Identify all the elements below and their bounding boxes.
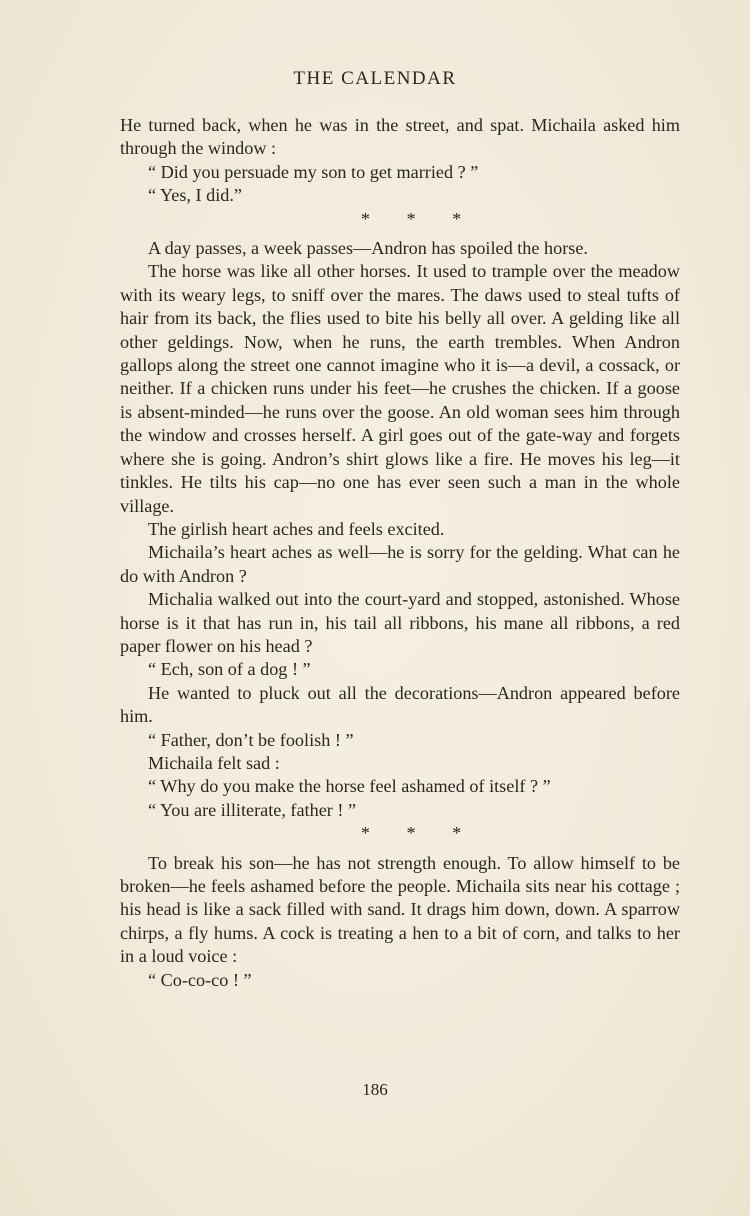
paragraph: A day passes, a week passes—Andron has spoiled the horse. [148, 238, 588, 259]
paragraph: “ You are illiterate, father ! ” [148, 799, 357, 820]
paragraph: The horse was like all other horses. It used to trample over the meadow with its weary legs, to sniff over the mares. The daws used to steal tufts of hair from its back, the flies used to bite his belly all over. A gelding like all other geldings. Now, when he runs, the earth trembles. When Andron gallops along the street one cannot imagine who it is—a devil, a cossack, or neither. If a chicken runs under his feet—he crushes the chicken. If a goose is absent-minded—he runs over the goose. An old woman sees him through the window and crosses herself. A girl goes out of the gate-way and forgets where she is going. Andron’s shirt glows like a fire. He moves his leg—it tinkles. He tilts his cap—no one has ever seen such a man in the whole village. [120, 261, 680, 516]
paragraph: “ Father, don’t be foolish ! ” [148, 729, 354, 750]
body-text [120, 114, 680, 992]
paragraph: Michalia walked out into the court-yard and stopped, astonished. Whose horse is it that has run in, his tail all ribbons, his mane all ribbons, a red paper flower on his head ? [120, 589, 680, 656]
section-break-stars: * * * [360, 208, 464, 229]
paragraph: To break his son—he has not strength enough. To allow himself to be broken—he feels ashamed before the people. Michaila sits near his cottage ; his head is like a sack filled with sand. It drags him down, down. A sparrow chirps, a fly hums. A cock is treating a hen to a bit of corn, and talks to her in a loud voice : [120, 852, 680, 967]
paragraph: “ Co-co-co ! ” [148, 969, 252, 990]
section-break-stars: * * * [360, 823, 464, 844]
paragraph: He turned back, when he was in the street, and spat. Michaila asked him through the window : [120, 115, 680, 159]
paragraph: Michaila’s heart aches as well—he is sorry for the gelding. What can he do with Andron ? [120, 542, 680, 586]
running-header: THE CALENDAR [293, 68, 457, 89]
paragraph: He wanted to pluck out all the decorations—Andron appeared before him. [120, 682, 680, 727]
page-number: 186 [362, 1080, 388, 1099]
paragraph: “ Yes, I did.” [148, 185, 242, 206]
paragraph: “ Did you persuade my son to get married ? ” [148, 161, 479, 182]
paragraph: “ Ech, son of a dog ! ” [148, 659, 311, 680]
paragraph: “ Why do you make the horse feel ashamed of itself ? ” [148, 776, 551, 797]
paragraph: Michaila felt sad : [148, 752, 280, 773]
paragraph: The girlish heart aches and feels excited. [148, 518, 445, 539]
